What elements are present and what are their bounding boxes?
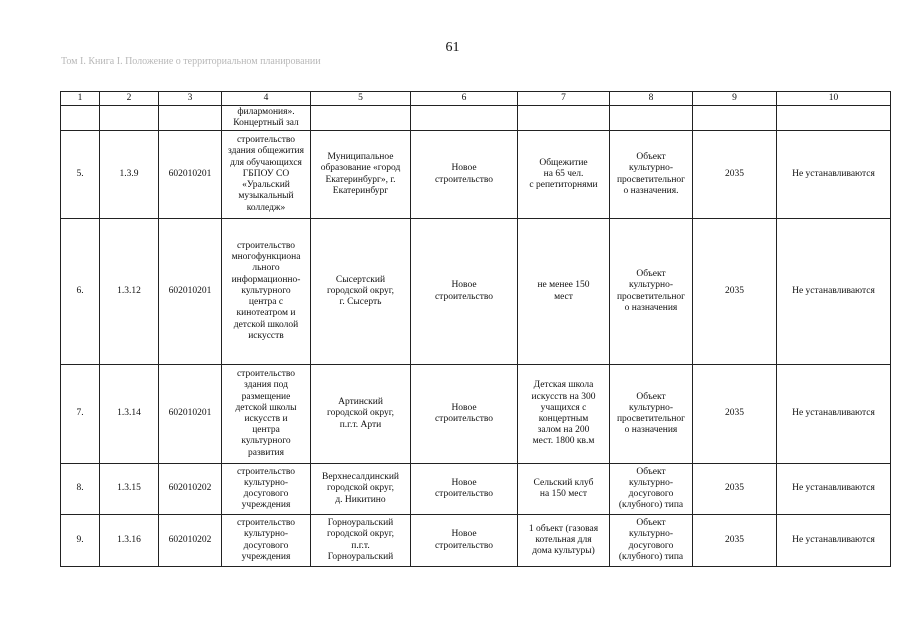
status-cell: Новое строительство	[411, 515, 518, 567]
row-number-cell	[61, 106, 100, 131]
column-number: 5	[311, 92, 411, 106]
territorial-planning-table	[60, 91, 891, 567]
column-number: 7	[518, 92, 610, 106]
purpose-cell: Объект культурно- просветительног о назначения	[610, 219, 693, 365]
column-number: 6	[411, 92, 518, 106]
object-code-cell: 602010201	[159, 365, 222, 464]
characteristics-cell: Общежитие на 65 чел. с репетиторнями	[518, 131, 610, 219]
item-code-cell: 1.3.12	[100, 219, 159, 365]
object-name-cell: строительство культурно- досугового учреждения	[222, 464, 311, 515]
item-code-cell	[100, 106, 159, 131]
item-code-cell: 1.3.14	[100, 365, 159, 464]
column-number: 10	[777, 92, 891, 106]
year-cell: 2035	[693, 515, 777, 567]
table-row	[61, 365, 891, 464]
object-code-cell	[159, 106, 222, 131]
object-name-cell: филармония». Концертный зал	[222, 106, 311, 131]
location-cell: Верхнесалдинский городской округ, д. Никитино	[311, 464, 411, 515]
object-code-cell: 602010202	[159, 515, 222, 567]
row-number-cell: 9.	[61, 515, 100, 567]
purpose-cell: Объект культурно- досугового (клубного) типа	[610, 464, 693, 515]
zones-cell	[777, 106, 891, 131]
column-number: 3	[159, 92, 222, 106]
zones-cell: Не устанавливаются	[777, 219, 891, 365]
year-cell: 2035	[693, 219, 777, 365]
zones-cell: Не устанавливаются	[777, 515, 891, 567]
location-cell: Горноуральский городской округ, п.г.т. Горноуральский	[311, 515, 411, 567]
zones-cell: Не устанавливаются	[777, 464, 891, 515]
zones-cell: Не устанавливаются	[777, 365, 891, 464]
object-name-cell: строительство культурно- досугового учреждения	[222, 515, 311, 567]
item-code-cell: 1.3.15	[100, 464, 159, 515]
table-row	[61, 219, 891, 365]
purpose-cell: Объект культурно- просветительног о назначения	[610, 365, 693, 464]
object-name-cell: строительство здания под размещение детской школы искусств и центра культурного развития	[222, 365, 311, 464]
year-cell: 2035	[693, 365, 777, 464]
table-row	[61, 464, 891, 515]
page-number: 61	[445, 40, 460, 55]
year-cell: 2035	[693, 131, 777, 219]
characteristics-cell: Сельский клуб на 150 мест	[518, 464, 610, 515]
object-code-cell: 602010201	[159, 219, 222, 365]
location-cell	[311, 106, 411, 131]
row-number-cell: 8.	[61, 464, 100, 515]
characteristics-cell	[518, 106, 610, 131]
row-number-cell: 5.	[61, 131, 100, 219]
column-number: 8	[610, 92, 693, 106]
column-number: 9	[693, 92, 777, 106]
table-row	[61, 515, 891, 567]
status-cell: Новое строительство	[411, 131, 518, 219]
object-code-cell: 602010201	[159, 131, 222, 219]
purpose-cell	[610, 106, 693, 131]
column-number: 1	[61, 92, 100, 106]
location-cell: Сысертский городской округ, г. Сысерть	[311, 219, 411, 365]
column-number: 4	[222, 92, 311, 106]
object-name-cell: строительство здания общежития для обучающихся ГБПОУ СО «Уральский музыкальный колледж»	[222, 131, 311, 219]
object-code-cell: 602010202	[159, 464, 222, 515]
item-code-cell: 1.3.9	[100, 131, 159, 219]
location-cell: Муниципальное образование «город Екатеринбург», г. Екатеринбург	[311, 131, 411, 219]
zones-cell: Не устанавливаются	[777, 131, 891, 219]
purpose-cell: Объект культурно- просветительног о назначения.	[610, 131, 693, 219]
table-row	[61, 131, 891, 219]
status-cell: Новое строительство	[411, 464, 518, 515]
year-cell	[693, 106, 777, 131]
column-number: 2	[100, 92, 159, 106]
purpose-cell: Объект культурно- досугового (клубного) типа	[610, 515, 693, 567]
status-cell: Новое строительство	[411, 219, 518, 365]
continued-row	[61, 106, 891, 131]
row-number-cell: 7.	[61, 365, 100, 464]
location-cell: Артинский городской округ, п.г.т. Арти	[311, 365, 411, 464]
characteristics-cell: Детская школа искусств на 300 учащихся с концертным залом на 200 мест. 1800 кв.м	[518, 365, 610, 464]
characteristics-cell: 1 объект (газовая котельная для дома культуры)	[518, 515, 610, 567]
row-number-cell: 6.	[61, 219, 100, 365]
item-code-cell: 1.3.16	[100, 515, 159, 567]
running-header: Том I. Книга I. Положение о территориальном планировании	[61, 56, 321, 67]
status-cell	[411, 106, 518, 131]
column-number-row	[61, 92, 891, 106]
object-name-cell: строительство многофункциона льного информационно- культурного центра с кинотеатром и детской школой искусств	[222, 219, 311, 365]
characteristics-cell: не менее 150 мест	[518, 219, 610, 365]
year-cell: 2035	[693, 464, 777, 515]
status-cell: Новое строительство	[411, 365, 518, 464]
